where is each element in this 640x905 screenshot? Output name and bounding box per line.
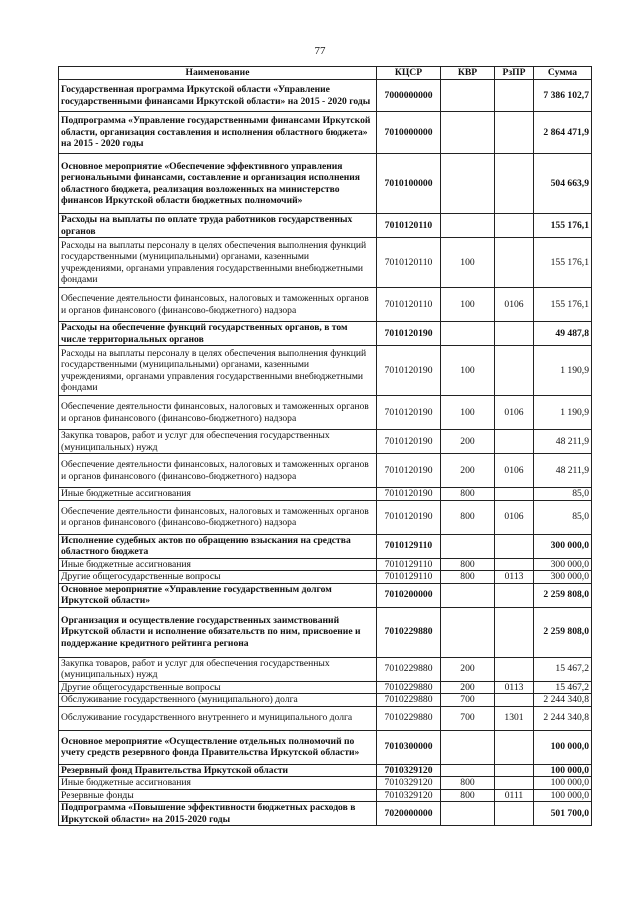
row-rzpr: [495, 430, 534, 454]
row-name: Исполнение судебных актов по обращению взыскания на средства областного бюджета: [59, 534, 377, 558]
row-sum: 2 259 808,0: [534, 607, 592, 657]
row-rzpr: [495, 238, 534, 288]
table-row: [59, 694, 592, 707]
row-kcsr: 7010100000: [377, 154, 441, 214]
row-rzpr: 0106: [495, 288, 534, 322]
row-kcsr: 7010120190: [377, 500, 441, 534]
row-kcsr: 7020000000: [377, 802, 441, 826]
table-row: [59, 571, 592, 584]
row-rzpr: 0106: [495, 454, 534, 488]
table-row: [59, 396, 592, 430]
row-name: Другие общегосударственные вопросы: [59, 681, 377, 694]
header-rzpr: РзПР: [495, 67, 534, 80]
table-row: [59, 802, 592, 826]
row-rzpr: [495, 607, 534, 657]
row-name: Иные бюджетные ассигнования: [59, 488, 377, 501]
row-kcsr: 7010200000: [377, 583, 441, 607]
table-row: [59, 154, 592, 214]
table-row: [59, 607, 592, 657]
row-sum: 300 000,0: [534, 571, 592, 584]
table-row: [59, 488, 592, 501]
row-kvr: 800: [441, 777, 495, 790]
row-kvr: 200: [441, 657, 495, 681]
row-sum: 300 000,0: [534, 534, 592, 558]
row-kvr: 100: [441, 238, 495, 288]
row-kvr: 700: [441, 694, 495, 707]
row-kcsr: 7010120110: [377, 288, 441, 322]
row-rzpr: [495, 80, 534, 112]
table-row: [59, 681, 592, 694]
row-sum: 48 211,9: [534, 454, 592, 488]
header-kvr: КВР: [441, 67, 495, 80]
row-kcsr: 7010129110: [377, 571, 441, 584]
row-sum: 15 467,2: [534, 681, 592, 694]
row-name: Резервный фонд Правительства Иркутской области: [59, 764, 377, 777]
row-kcsr: 7010229880: [377, 607, 441, 657]
row-sum: 100 000,0: [534, 764, 592, 777]
row-kcsr: 7010329120: [377, 789, 441, 802]
row-kvr: [441, 322, 495, 346]
row-kcsr: 7010229880: [377, 681, 441, 694]
row-name: Обеспечение деятельности финансовых, налоговых и таможенных органов и органов финансового (финансово-бюджетного) надзора: [59, 396, 377, 430]
row-name: Организация и осуществление государственных заимствований Иркутской области и исполнение обязательств по ним, присвоение и поддержание кредитного рейтинга региона: [59, 607, 377, 657]
row-rzpr: [495, 558, 534, 571]
table-row: [59, 730, 592, 764]
row-sum: 100 000,0: [534, 730, 592, 764]
row-name: Основное мероприятие «Управление государственным долгом Иркутской области»: [59, 583, 377, 607]
row-rzpr: 0113: [495, 681, 534, 694]
row-name: Расходы на обеспечение функций государственных органов, в том числе территориальных органов: [59, 322, 377, 346]
row-kvr: 700: [441, 706, 495, 730]
row-name: Обеспечение деятельности финансовых, налоговых и таможенных органов и органов финансового (финансово-бюджетного) надзора: [59, 500, 377, 534]
row-sum: 15 467,2: [534, 657, 592, 681]
row-name: Резервные фонды: [59, 789, 377, 802]
row-kvr: [441, 534, 495, 558]
row-kvr: [441, 154, 495, 214]
row-kvr: 800: [441, 488, 495, 501]
row-name: Расходы на выплаты по оплате труда работников государственных органов: [59, 214, 377, 238]
row-kcsr: 7010000000: [377, 112, 441, 154]
row-kvr: 100: [441, 346, 495, 396]
table-row: [59, 500, 592, 534]
row-kvr: 800: [441, 789, 495, 802]
row-sum: 49 487,8: [534, 322, 592, 346]
row-rzpr: [495, 214, 534, 238]
row-kcsr: 7000000000: [377, 80, 441, 112]
row-rzpr: [495, 322, 534, 346]
row-rzpr: [495, 730, 534, 764]
row-kvr: [441, 80, 495, 112]
table-row: [59, 583, 592, 607]
row-sum: 1 190,9: [534, 396, 592, 430]
row-rzpr: [495, 764, 534, 777]
row-kcsr: 7010300000: [377, 730, 441, 764]
row-sum: 1 190,9: [534, 346, 592, 396]
row-kcsr: 7010129110: [377, 558, 441, 571]
row-kvr: 800: [441, 558, 495, 571]
row-kcsr: 7010120110: [377, 214, 441, 238]
row-sum: 501 700,0: [534, 802, 592, 826]
row-kcsr: 7010120190: [377, 430, 441, 454]
row-kvr: 800: [441, 500, 495, 534]
row-kcsr: 7010120190: [377, 454, 441, 488]
table-row: [59, 346, 592, 396]
row-rzpr: [495, 777, 534, 790]
header-sum: Сумма: [534, 67, 592, 80]
row-sum: 100 000,0: [534, 789, 592, 802]
row-name: Расходы на выплаты персоналу в целях обеспечения выполнения функций государственными (муниципальными) органами, казенными учреждениями, органами управления государственными внебюджетными фондами: [59, 238, 377, 288]
row-rzpr: 0106: [495, 396, 534, 430]
table-row: [59, 288, 592, 322]
row-kcsr: 7010229880: [377, 706, 441, 730]
row-kvr: [441, 112, 495, 154]
row-name: Государственная программа Иркутской области «Управление государственными финансами Иркутской области» на 2015 - 2020 годы: [59, 80, 377, 112]
row-rzpr: 1301: [495, 706, 534, 730]
row-kcsr: 7010120190: [377, 346, 441, 396]
row-kcsr: 7010120190: [377, 322, 441, 346]
row-kcsr: 7010329120: [377, 777, 441, 790]
row-name: Обеспечение деятельности финансовых, налоговых и таможенных органов и органов финансового (финансово-бюджетного) надзора: [59, 454, 377, 488]
row-sum: 155 176,1: [534, 214, 592, 238]
row-kvr: 200: [441, 430, 495, 454]
row-rzpr: 0106: [495, 500, 534, 534]
row-kcsr: 7010120190: [377, 396, 441, 430]
row-kvr: 200: [441, 681, 495, 694]
row-name: Обслуживание государственного (муниципального) долга: [59, 694, 377, 707]
row-name: Обеспечение деятельности финансовых, налоговых и таможенных органов и органов финансового (финансово-бюджетного) надзора: [59, 288, 377, 322]
row-sum: 2 244 340,8: [534, 706, 592, 730]
row-kcsr: 7010329120: [377, 764, 441, 777]
row-name: Подпрограмма «Повышение эффективности бюджетных расходов в Иркутской области» на 2015-2020 годы: [59, 802, 377, 826]
row-name: Обслуживание государственного внутреннего и муниципального долга: [59, 706, 377, 730]
row-name: Расходы на выплаты персоналу в целях обеспечения выполнения функций государственными (муниципальными) органами, казенными учреждениями, органами управления государственными внебюджетными фондами: [59, 346, 377, 396]
row-sum: 2 864 471,9: [534, 112, 592, 154]
row-name: Закупка товаров, работ и услуг для обеспечения государственных (муниципальных) нужд: [59, 430, 377, 454]
row-kvr: [441, 764, 495, 777]
table-row: [59, 454, 592, 488]
row-kvr: [441, 607, 495, 657]
table-row: [59, 789, 592, 802]
row-rzpr: [495, 583, 534, 607]
row-sum: 85,0: [534, 500, 592, 534]
table-row: [59, 322, 592, 346]
row-sum: 2 259 808,0: [534, 583, 592, 607]
row-kcsr: 7010229880: [377, 657, 441, 681]
table-row: [59, 214, 592, 238]
table-row: [59, 430, 592, 454]
page-number: 77: [314, 45, 326, 57]
row-rzpr: 0113: [495, 571, 534, 584]
row-kcsr: 7010129110: [377, 534, 441, 558]
row-sum: 2 244 340,8: [534, 694, 592, 707]
row-name: Закупка товаров, работ и услуг для обеспечения государственных (муниципальных) нужд: [59, 657, 377, 681]
row-kvr: 100: [441, 396, 495, 430]
row-rzpr: [495, 657, 534, 681]
row-kcsr: 7010120110: [377, 238, 441, 288]
row-rzpr: [495, 112, 534, 154]
table-row: [59, 238, 592, 288]
table-row: [59, 706, 592, 730]
row-kvr: [441, 583, 495, 607]
row-rzpr: [495, 534, 534, 558]
header-kcsr: КЦСР: [377, 67, 441, 80]
header-name: Наименование: [59, 67, 377, 80]
row-name: Другие общегосударственные вопросы: [59, 571, 377, 584]
row-rzpr: [495, 802, 534, 826]
table-row: [59, 777, 592, 790]
row-sum: 100 000,0: [534, 777, 592, 790]
row-name: Иные бюджетные ассигнования: [59, 777, 377, 790]
row-sum: 155 176,1: [534, 288, 592, 322]
row-sum: 300 000,0: [534, 558, 592, 571]
row-sum: 48 211,9: [534, 430, 592, 454]
row-sum: 155 176,1: [534, 238, 592, 288]
table-row: [59, 80, 592, 112]
row-sum: 7 386 102,7: [534, 80, 592, 112]
table-row: [59, 558, 592, 571]
table-header-row: [59, 67, 592, 80]
row-name: Иные бюджетные ассигнования: [59, 558, 377, 571]
row-sum: 85,0: [534, 488, 592, 501]
table-row: [59, 764, 592, 777]
row-rzpr: [495, 694, 534, 707]
row-rzpr: [495, 346, 534, 396]
row-kvr: [441, 214, 495, 238]
row-kvr: 800: [441, 571, 495, 584]
row-kvr: 100: [441, 288, 495, 322]
table-row: [59, 112, 592, 154]
row-kvr: [441, 802, 495, 826]
table-row: [59, 657, 592, 681]
row-name: Основное мероприятие «Обеспечение эффективного управления региональными финансами, составление и организация исполнения областного бюджета, реализация возложенных на министерство финансов Иркутской области бюджетных полномочий»: [59, 154, 377, 214]
row-kvr: 200: [441, 454, 495, 488]
row-kvr: [441, 730, 495, 764]
row-sum: 504 663,9: [534, 154, 592, 214]
row-rzpr: [495, 488, 534, 501]
budget-table: [58, 66, 592, 826]
table-row: [59, 534, 592, 558]
row-kcsr: 7010120190: [377, 488, 441, 501]
row-rzpr: [495, 154, 534, 214]
row-name: Основное мероприятие «Осуществление отдельных полномочий по учету средств резервного фонда Правительства Иркутской области»: [59, 730, 377, 764]
row-name: Подпрограмма «Управление государственными финансами Иркутской области, организация составления и исполнения областного бюджета» на 2015 - 2020 годы: [59, 112, 377, 154]
row-kcsr: 7010229880: [377, 694, 441, 707]
row-rzpr: 0111: [495, 789, 534, 802]
